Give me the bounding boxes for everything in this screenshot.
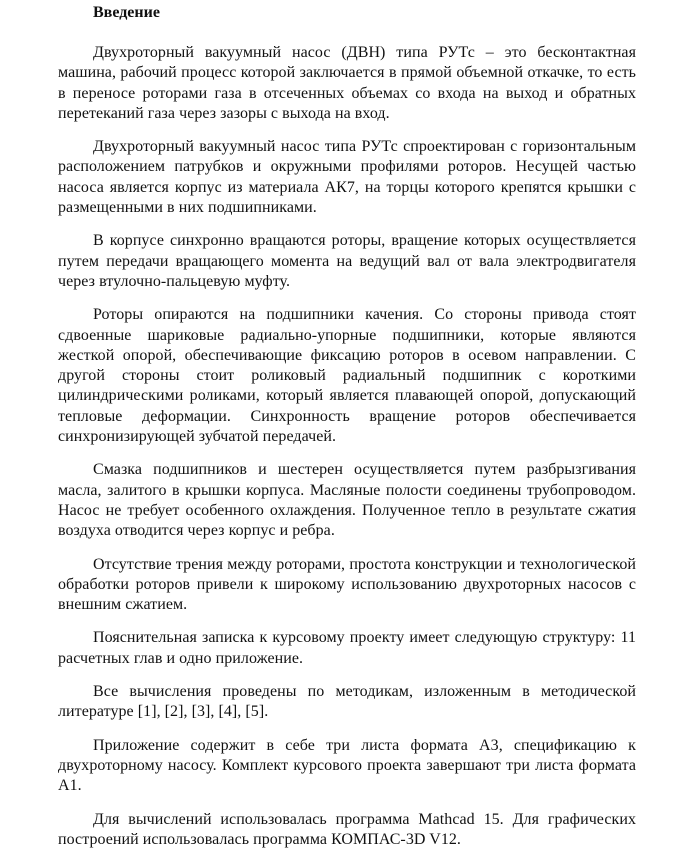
section-heading: Введение [93, 4, 160, 21]
paragraph-methods: Все вычисления проведены по методикам, изложенным в методической литературе [1], [2], [3], [4], [5]. [58, 683, 636, 721]
paragraph-lubrication: Смазка подшипников и шестерен осуществляется путем разбрызгивания масла, залитого в крышки корпуса. Масляные полости соединены трубопроводом. Насос не требует особенного охлаждения. Полученное тепло в результате сжатия воздуха отводится через корпус и ребра. [58, 461, 636, 540]
paragraph-structure: Пояснительная записка к курсовому проекту имеет следующую структуру: 11 расчетных глав и одно приложение. [58, 629, 636, 667]
paragraph-appendix: Приложение содержит в себе три листа формата А3, спецификацию к двухроторному насосу. Комплект курсового проекта завершают три листа формата А1. [58, 736, 636, 795]
paragraph-rotor-drive: В корпусе синхронно вращаются роторы, вращение которых осуществляется путем передачи вращающего момента на ведущий вал от вала электродвигателя через втулочно-пальцевую муфту. [58, 232, 636, 290]
paragraph-pump-design: Двухроторный вакуумный насос типа РУТс спроектирован с горизонтальным расположением патрубков и окружными профилями роторов. Несущей частью насоса является корпус из материала АК7, на торцы которого крепятся крышки с размещенными в них подшипниками. [58, 138, 636, 217]
paragraph-bearings: Роторы опираются на подшипники качения. Со стороны привода стоят сдвоенные шариковые радиально-упорные подшипники, которые являются жесткой опорой, обеспечивающие фиксацию роторов в осевом направлении. С другой стороны стоит роликовый радиальный подшипник с короткими цилиндрическими роликами, который является плавающей опорой, допускающий тепловые деформации. Синхронность вращение роторов обеспечивается синхронизирующей зубчатой передачей. [58, 306, 636, 446]
paragraph-pump-definition: Двухроторный вакуумный насос (ДВН) типа РУТс – это бесконтактная машина, рабочий процесс которой заключается в прямой объемной откачке, то есть в переносе роторами газа в отсеченных объемах со входа на выход и обратных перетеканий газа через зазоры с выхода на вход. [58, 44, 636, 122]
paragraph-advantages: Отсутствие трения между роторами, простота конструкции и технологической обработки роторов привели к широкому использованию двухроторных насосов с внешним сжатием. [58, 555, 636, 614]
document-body [58, 43, 636, 863]
paragraph-software: Для вычислений использовалась программа Mathcad 15. Для графических построений использовалась программа КОМПАС-3D V12. [58, 810, 636, 848]
